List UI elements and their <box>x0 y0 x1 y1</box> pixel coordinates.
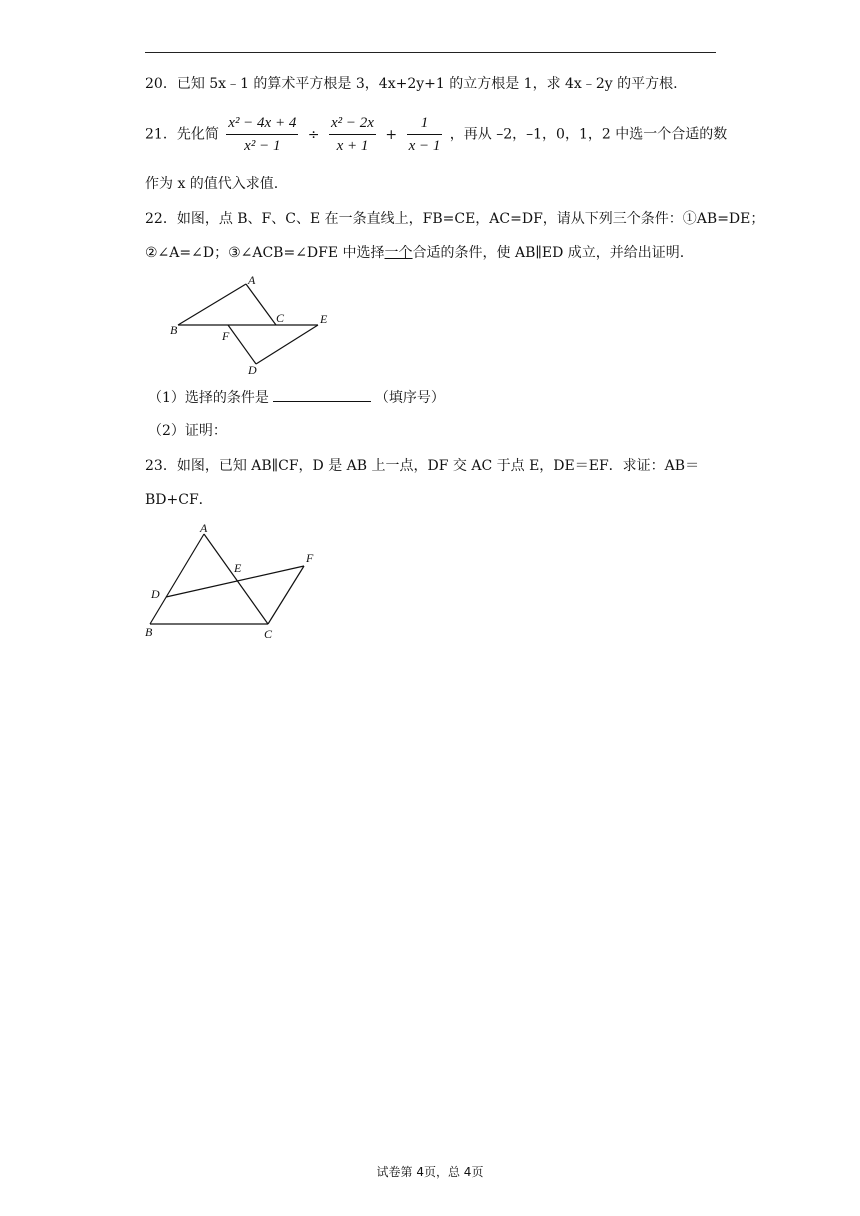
segment-DE <box>256 325 318 364</box>
label-C: C <box>276 311 285 325</box>
question-21-line-2: 作为 x 的值代入求值. <box>145 176 279 192</box>
label-A: A <box>200 521 208 535</box>
question-22-line-2 <box>145 243 684 263</box>
q21-suffix: ，再从 –2，–1，0，1，2 中选一个合适的数 <box>449 126 728 143</box>
fraction-2 <box>329 114 376 155</box>
label-D: D <box>248 363 257 377</box>
label-B: B <box>145 625 153 639</box>
fraction-1-numerator: x² − 4x + 4 <box>226 114 298 135</box>
label-F: F <box>306 551 314 565</box>
figure-q22 <box>168 270 348 380</box>
divide-sign: ÷ <box>307 126 320 143</box>
label-E: E <box>234 561 242 575</box>
question-23-line-2: BD+CF． <box>145 492 213 508</box>
segment-AC <box>246 284 276 325</box>
q22-part-1 <box>148 387 445 408</box>
header-rule <box>145 52 716 53</box>
label-E: E <box>320 312 328 326</box>
segment-AB <box>150 534 204 624</box>
fraction-3-denominator: x − 1 <box>408 138 441 154</box>
q22-part-1-note: （填序号） <box>374 390 445 406</box>
segment-AC <box>204 534 268 624</box>
segment-CF <box>268 566 304 624</box>
fraction-2-denominator: x + 1 <box>336 138 369 154</box>
label-B: B <box>170 323 178 337</box>
q22-part-2: （2）证明： <box>148 423 227 439</box>
label-C: C <box>264 627 273 641</box>
q22-underlined-text: 一个 <box>384 245 413 261</box>
question-21 <box>145 114 727 155</box>
segment-AB <box>178 284 246 325</box>
page-footer: 试卷第 4页，总 4页 <box>376 1165 484 1179</box>
question-20: 20．已知 5x﹣1 的算术平方根是 3，4x+2y+1 的立方根是 1，求 4x﹣2y 的平方根. <box>145 76 678 92</box>
question-22-line-1: 22．如图，点 B、F、C、E 在一条直线上，FB=CE，AC=DF，请从下列三个条件：①AB=DE； <box>145 211 765 227</box>
fraction-3 <box>407 114 443 155</box>
q22-part-1-label: （1）选择的条件是 <box>148 390 269 406</box>
segment-FD <box>228 325 256 364</box>
fraction-1 <box>226 114 298 155</box>
answer-blank <box>273 387 371 402</box>
plus-sign: + <box>385 126 398 143</box>
q22-line2-part-a: ②∠A=∠D；③∠ACB=∠DFE 中选择 <box>145 245 385 261</box>
label-D: D <box>151 587 160 601</box>
fraction-2-numerator: x² − 2x <box>329 114 376 135</box>
label-F: F <box>222 329 230 343</box>
figure-q23 <box>142 520 332 645</box>
question-23-line-1: 23．如图，已知 AB∥CF，D 是 AB 上一点，DF 交 AC 于点 E，DE＝EF．求证：AB＝ <box>145 458 700 474</box>
label-A: A <box>248 273 256 287</box>
fraction-1-denominator: x² − 1 <box>244 138 281 154</box>
q22-line2-part-b: 合适的条件，使 AB∥ED 成立，并给出证明. <box>412 245 685 261</box>
fraction-3-numerator: 1 <box>407 114 443 135</box>
q21-prefix: 21．先化简 <box>145 126 219 143</box>
